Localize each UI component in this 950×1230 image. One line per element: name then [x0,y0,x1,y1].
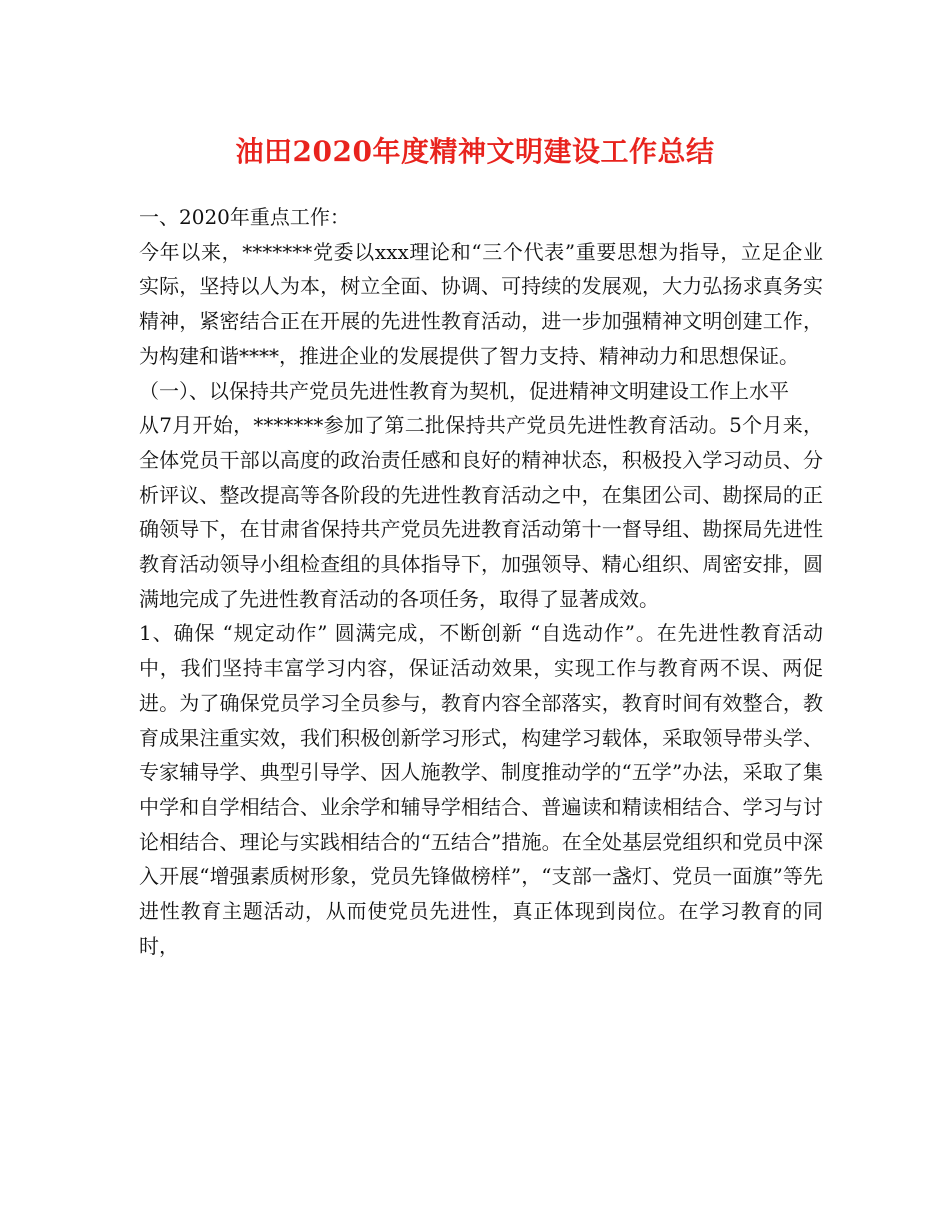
paragraph: 1、确保 “规定动作” 圆满完成，不断创新 “自选动作”。在先进性教育活动中，我们坚持丰富学习内容，保证活动效果，实现工作与教育两不误、两促进。为了确保党员学习全员参与，教育内容全部落实，教育时间有效整合，教育成果注重实效，我们积极创新学习形式，构建学习载体，采取领导带头学、专家辅导学、典型引导学、因人施教学、制度推动学的“五学”办法，采取了集中学和自学相结合、业余学和辅导学相结合、普遍读和精读相结合、学习与讨论相结合、理论与实践相结合的“五结合”措施。在全处基层党组织和党员中深入开展“增强素质树形象，党员先锋做榜样”，“支部一盏灯、党员一面旗”等先进性教育主题活动，从而使党员先进性，真正体现到岗位。在学习教育的同时， [139,621,823,958]
subsection-heading: （一）、以保持共产党员先进性教育为契机，促进精神文明建设工作上水平 [139,378,789,403]
section-heading: 一、2020年重点工作： [139,205,350,229]
paragraph: 从7月开始，*******参加了第二批保持共产党员先进性教育活动。5个月来，全体党员干部以高度的政治责任感和良好的精神状态，积极投入学习动员、分析评议、整改提高等各阶段的先进性教育活动之中，在集团公司、勘探局的正确领导下，在甘肃省保持共产党员先进教育活动第十一督导组、勘探局先进性教育活动领导小组检查组的具体指导下，加强领导、精心组织、周密安排，圆满地完成了先进性教育活动的各项任务，取得了显著成效。 [139,413,823,611]
document-body [139,200,823,963]
paragraph: 今年以来，*******党委以xxx理论和“三个代表”重要思想为指导，立足企业实际，坚持以人为本，树立全面、协调、可持续的发展观，大力弘扬求真务实精神，紧密结合正在开展的先进性教育活动，进一步加强精神文明创建工作，为构建和谐****，推进企业的发展提供了智力支持、精神动力和思想保证。 [139,239,823,368]
document-title: 油田2020年度精神文明建设工作总结 [235,135,715,168]
